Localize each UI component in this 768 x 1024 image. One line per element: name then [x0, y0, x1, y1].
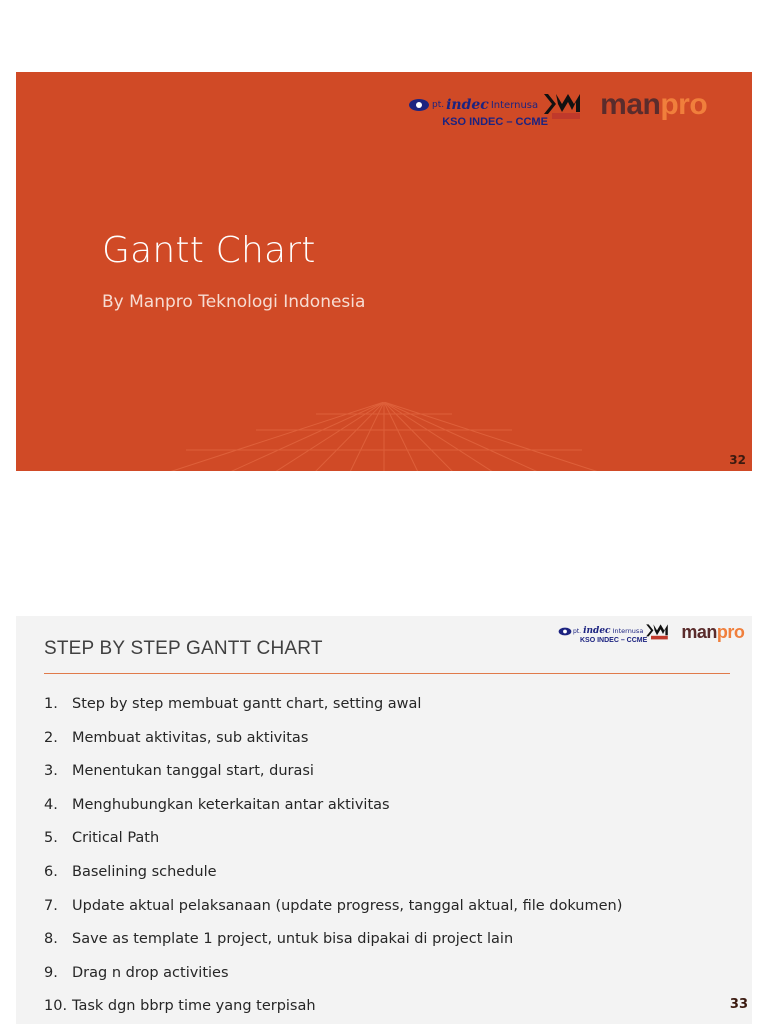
partner-suffix: Internusa [490, 99, 539, 111]
item-text: Membuat aktivitas, sub aktivitas [72, 729, 309, 746]
slide-title: Gantt Chart [102, 230, 316, 271]
item-text: Menentukan tanggal start, durasi [72, 763, 314, 780]
item-number: 8. [44, 931, 58, 948]
list-item [44, 864, 734, 898]
steps-list [44, 696, 734, 1024]
logo-group [558, 622, 744, 644]
page-number: 33 [729, 997, 748, 1012]
slide-heading: STEP BY STEP GANTT CHART [44, 638, 323, 659]
logo-group [408, 90, 707, 128]
cm-logo-icon [542, 90, 582, 120]
manpro-logo-pro: pro [716, 622, 745, 642]
item-text: Critical Path [72, 830, 160, 847]
item-text: Task dgn bbrp time yang terpisah [72, 998, 316, 1015]
manpro-logo-pro: pro [660, 88, 708, 121]
item-text: Menghubungkan keterkaitan antar aktivitas [72, 796, 390, 813]
list-item [44, 998, 734, 1024]
item-number: 10. [44, 998, 68, 1015]
kso-label: KSO INDEC – CCME [580, 637, 648, 644]
list-item [44, 965, 734, 999]
slide-subtitle: By Manpro Teknologi Indonesia [102, 292, 366, 312]
steps-slide [16, 616, 752, 1024]
manpro-logo-man: man [681, 622, 717, 642]
item-text: Step by step membuat gantt chart, setting awal [72, 696, 422, 712]
manpro-logo [681, 622, 744, 643]
partner-prefix: pt. [573, 627, 582, 635]
item-number: 5. [44, 830, 58, 847]
list-item [44, 898, 734, 932]
cm-logo-icon [645, 622, 669, 640]
manpro-logo-man: man [600, 88, 661, 121]
manpro-logo [600, 88, 707, 122]
item-number: 2. [44, 729, 58, 746]
list-item [44, 931, 734, 965]
kso-partner-logo [558, 622, 669, 644]
item-text: Baselining schedule [72, 863, 217, 880]
partner-brand: indec [446, 97, 489, 113]
partner-brand: indec [583, 626, 611, 636]
item-text: Drag n drop activities [72, 964, 229, 981]
list-item [44, 830, 734, 864]
item-number: 9. [44, 964, 58, 981]
list-item [44, 797, 734, 831]
item-number: 7. [44, 897, 58, 914]
list-item [44, 696, 734, 730]
item-text: Update aktual pelaksanaan (update progress, tanggal aktual, file dokumen) [72, 897, 623, 914]
page-number: 32 [729, 453, 746, 467]
kso-label: KSO INDEC – CCME [442, 116, 548, 128]
item-number: 6. [44, 863, 58, 880]
list-item [44, 763, 734, 797]
indec-emblem-icon [408, 98, 430, 112]
heading-divider [44, 673, 730, 674]
title-slide [16, 72, 752, 471]
indec-emblem-icon [558, 627, 572, 636]
partner-suffix: Internusa [612, 627, 644, 635]
item-number: 3. [44, 763, 58, 780]
list-item [44, 730, 734, 764]
item-text: Save as template 1 project, untuk bisa dipakai di project lain [72, 931, 514, 948]
partner-prefix: pt. [432, 100, 445, 110]
item-number: 1. [44, 696, 58, 712]
perspective-grid-decoration [16, 402, 752, 471]
kso-partner-logo [408, 90, 582, 128]
item-number: 4. [44, 796, 58, 813]
